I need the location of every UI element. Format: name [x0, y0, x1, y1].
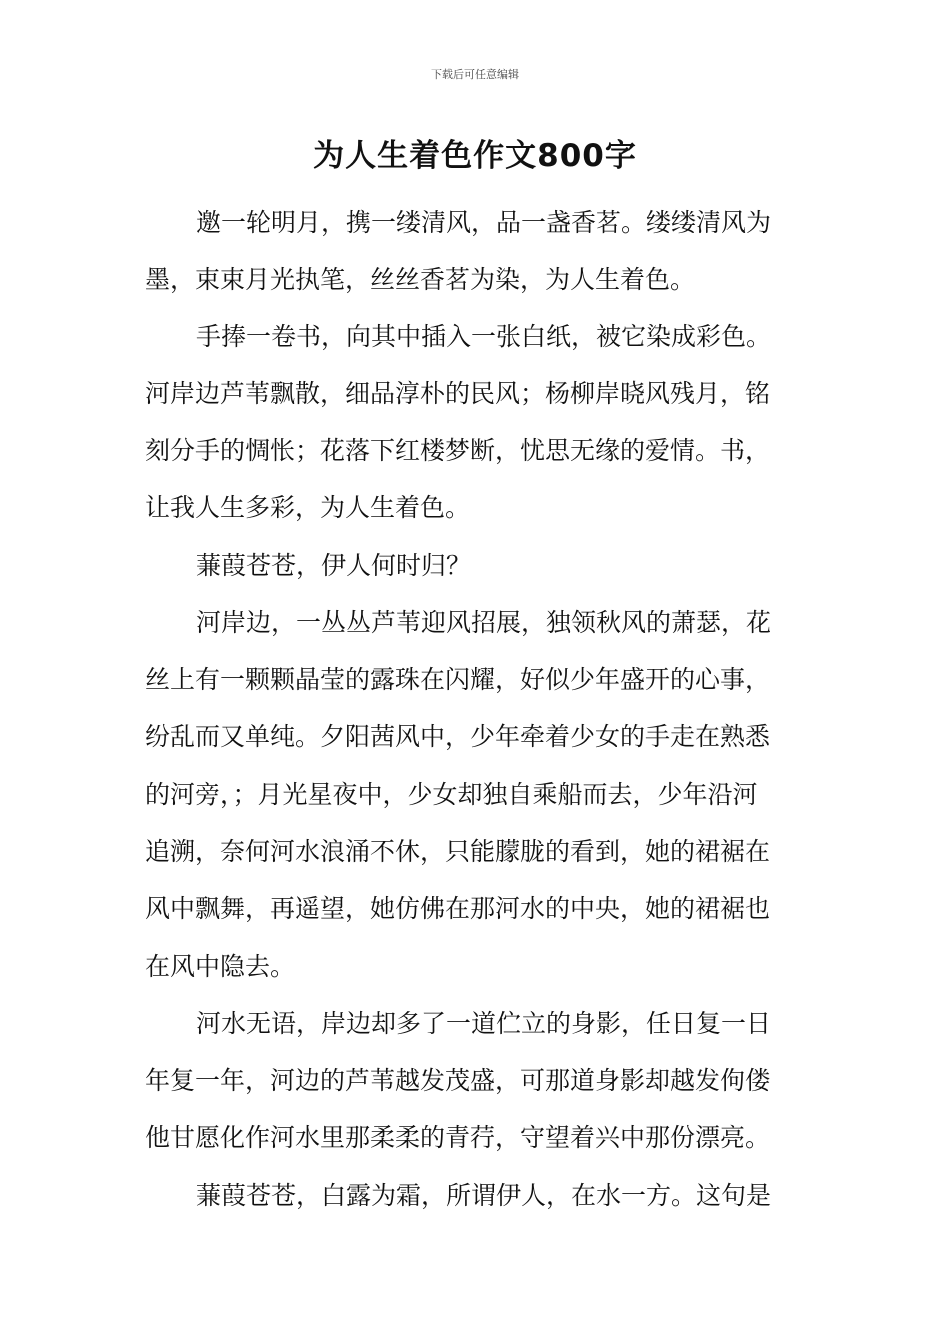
- body-line: 年复一年，河边的芦苇越发茂盛，可那道身影却越发佝偻: [145, 1066, 771, 1095]
- body-line: 河岸边，一丛丛芦苇迎风招展，独领秋风的萧瑟，花: [196, 608, 772, 637]
- body-line: 邀一轮明月，携一缕清风，品一盏香茗。缕缕清风为: [196, 208, 772, 237]
- body-line: 的河旁，；月光星夜中，少女却独自乘船而去，少年沿河: [145, 780, 758, 809]
- body-line: 在风中隐去。: [145, 952, 296, 981]
- body-line: 手捧一卷书，向其中插入一张白纸，被它染成彩色。: [196, 322, 772, 351]
- body-line: 他甘愿化作河水里那柔柔的青荇，守望着兴中那份漂亮。: [145, 1123, 771, 1152]
- body-line: 丝上有一颗颗晶莹的露珠在闪耀，好似少年盛开的心事，: [145, 665, 771, 694]
- body-line: 刻分手的惆怅；花落下红楼梦断，忧思无缘的爱情。书，: [145, 436, 771, 465]
- body-line: 墨，束束月光执笔，丝丝香茗为染，为人生着色。: [145, 265, 696, 294]
- body-line: 河岸边芦苇飘散，细品淳朴的民风；杨柳岸晓风残月，铭: [145, 379, 771, 408]
- body-line: 蒹葭苍苍，伊人何时归？: [196, 551, 472, 580]
- body-line: 纷乱而又单纯。夕阳茜风中，少年牵着少女的手走在熟悉: [145, 722, 771, 751]
- body-line: 风中飘舞，再遥望，她仿佛在那河水的中央，她的裙裾也: [145, 894, 771, 923]
- body-line: 蒹葭苍苍，白露为霜，所谓伊人，在水一方。这句是: [196, 1181, 772, 1210]
- header-note: 下载后可任意编辑: [431, 68, 519, 81]
- body-line: 追溯，奈何河水浪涌不休，只能朦胧的看到，她的裙裾在: [145, 837, 771, 866]
- body-line: 河水无语，岸边却多了一道伫立的身影，任日复一日: [196, 1009, 772, 1038]
- body-line: 让我人生多彩，为人生着色。: [145, 493, 471, 522]
- page-title: 为人生着色作文800字: [313, 138, 637, 174]
